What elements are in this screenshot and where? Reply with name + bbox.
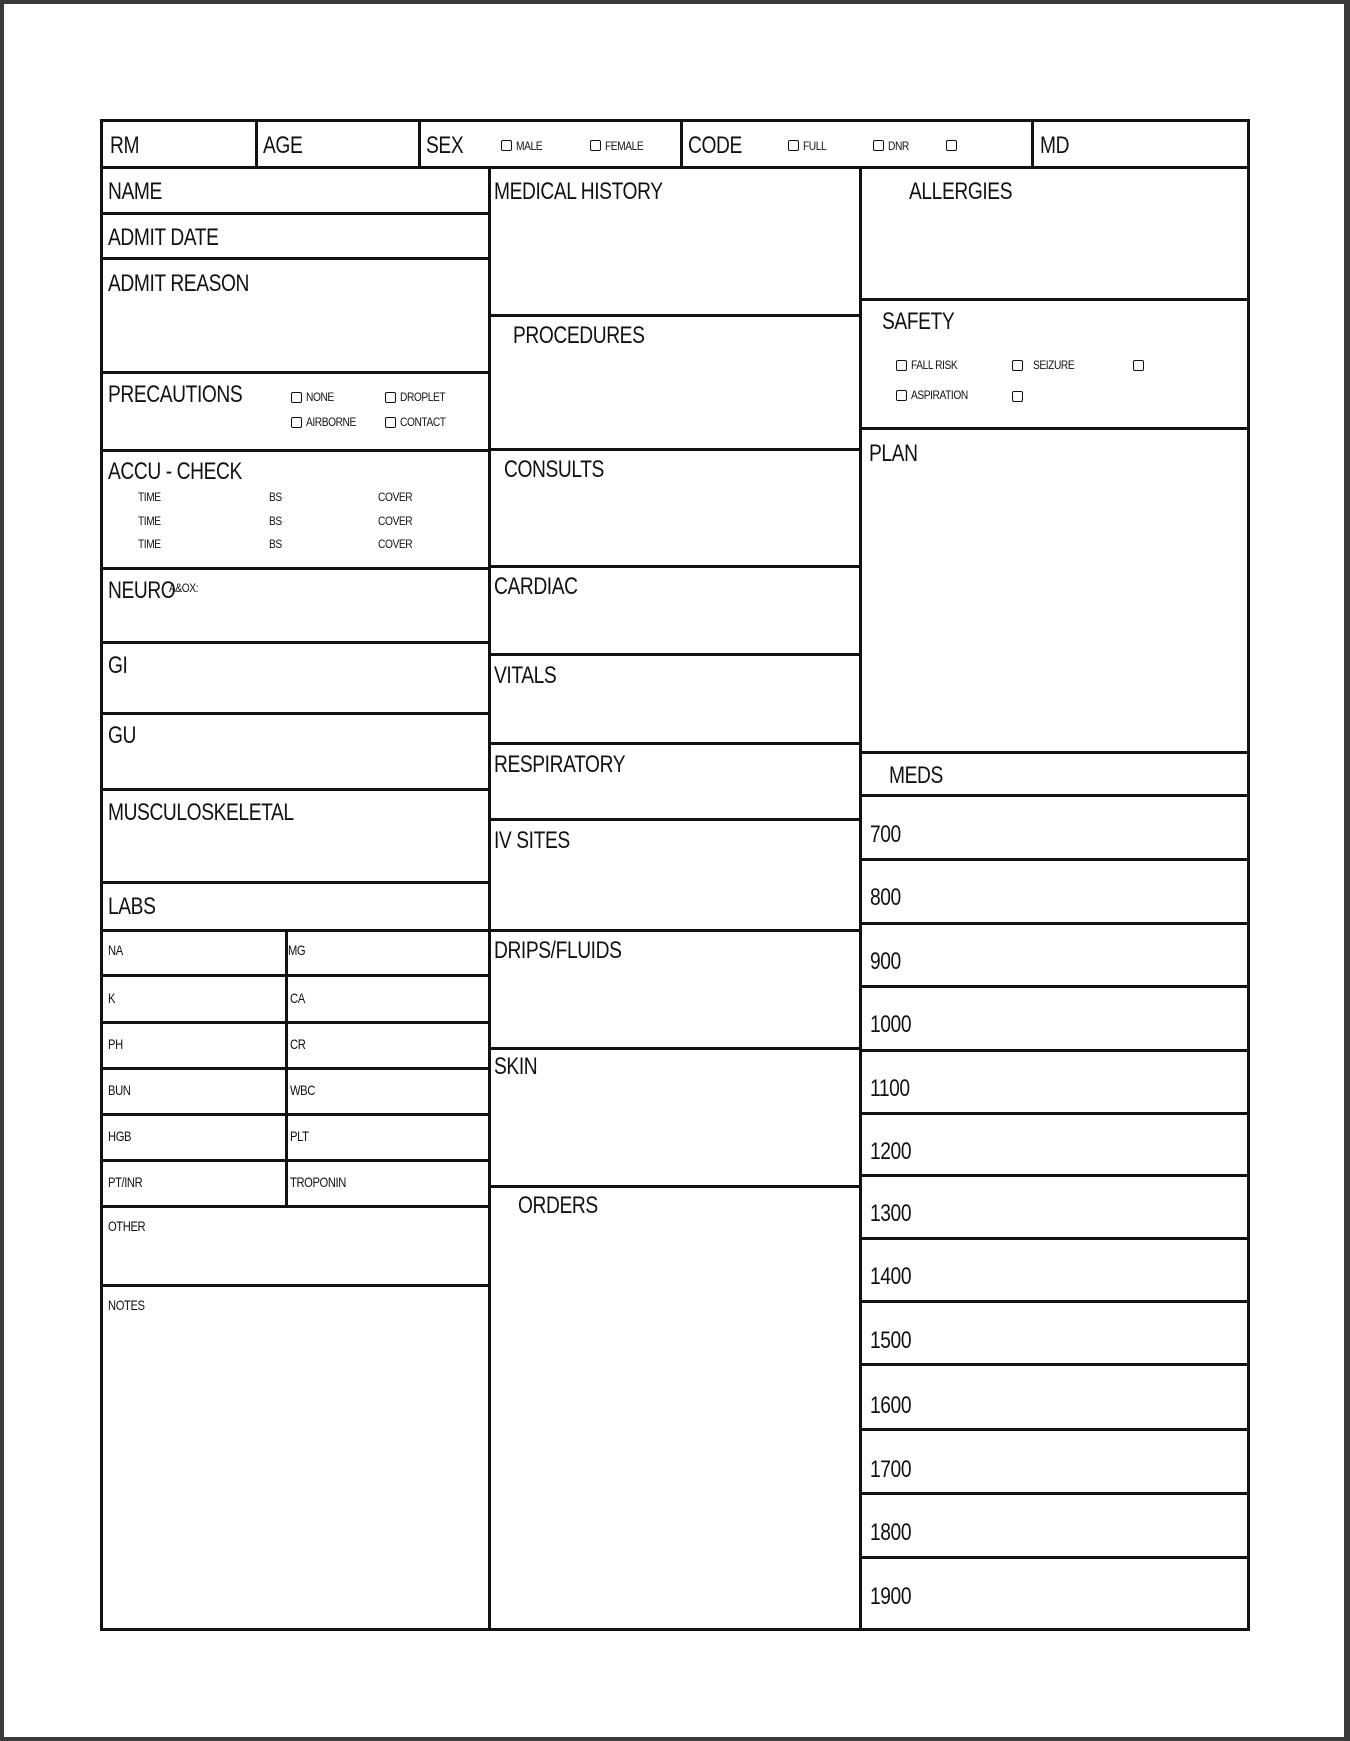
precautions-label: PRECAUTIONS xyxy=(108,381,243,408)
cardiac-label: CARDIAC xyxy=(494,573,578,600)
lab-ca-label: CA xyxy=(290,990,305,1006)
accu-check-label: ACCU - CHECK xyxy=(108,458,242,485)
lab-troponin-label: TROPONIN xyxy=(290,1174,346,1190)
meds-label: MEDS xyxy=(889,762,943,789)
med-time-800: 800 xyxy=(870,884,901,911)
accu-bs-label: BS xyxy=(269,537,282,551)
neuro-label: NEURO xyxy=(108,577,176,604)
lab-cr-label: CR xyxy=(290,1036,306,1052)
gu-label: GU xyxy=(108,722,136,749)
lab-mg-label: MG xyxy=(288,942,306,958)
rm-label: RM xyxy=(110,132,140,159)
medical-history-label: MEDICAL HISTORY xyxy=(494,178,663,205)
female-checkbox[interactable] xyxy=(590,140,601,151)
lab-plt-label: PLT xyxy=(290,1128,309,1144)
respiratory-label: RESPIRATORY xyxy=(494,751,626,778)
seizure-label: SEIZURE xyxy=(1033,358,1075,372)
aspiration-checkbox[interactable] xyxy=(896,390,907,401)
safety-other-checkbox[interactable] xyxy=(1133,360,1144,371)
accu-cover-label: COVER xyxy=(378,514,413,528)
skin-label: SKIN xyxy=(494,1053,538,1080)
accu-cover-label: COVER xyxy=(378,537,413,551)
med-time-1800: 1800 xyxy=(870,1519,912,1546)
lab-ph-label: PH xyxy=(108,1036,123,1052)
sex-label: SEX xyxy=(426,132,464,159)
accu-bs-label: BS xyxy=(269,514,282,528)
accu-time-label: TIME xyxy=(138,537,161,551)
code-label: CODE xyxy=(688,132,742,159)
med-time-1400: 1400 xyxy=(870,1263,912,1290)
other-code-checkbox[interactable] xyxy=(946,140,957,151)
lab-na-label: NA xyxy=(108,942,123,958)
labs-label: LABS xyxy=(108,893,156,920)
plan-label: PLAN xyxy=(869,440,918,467)
seizure-checkbox[interactable] xyxy=(1012,360,1023,371)
gi-label: GI xyxy=(108,652,128,679)
consults-label: CONSULTS xyxy=(504,456,604,483)
lab-hgb-label: HGB xyxy=(108,1128,132,1144)
safety-label: SAFETY xyxy=(882,308,955,335)
male-checkbox[interactable] xyxy=(501,140,512,151)
accu-cover-label: COVER xyxy=(378,490,413,504)
dnr-label: DNR xyxy=(888,139,909,153)
procedures-label: PROCEDURES xyxy=(513,322,645,349)
med-time-1300: 1300 xyxy=(870,1200,912,1227)
precaution-none-checkbox[interactable] xyxy=(291,392,302,403)
safety-other-checkbox-2[interactable] xyxy=(1012,391,1023,402)
other-label: OTHER xyxy=(108,1218,146,1234)
accu-time-label: TIME xyxy=(138,514,161,528)
notes-label: NOTES xyxy=(108,1297,145,1313)
female-label: FEMALE xyxy=(605,139,644,153)
neuro-aox-label: A&OX: xyxy=(169,581,199,595)
age-label: AGE xyxy=(263,132,303,159)
med-time-700: 700 xyxy=(870,821,901,848)
page xyxy=(4,4,1344,1737)
med-time-900: 900 xyxy=(870,948,901,975)
med-time-1000: 1000 xyxy=(870,1011,912,1038)
med-time-1500: 1500 xyxy=(870,1327,912,1354)
precaution-droplet-checkbox[interactable] xyxy=(385,392,396,403)
med-time-1600: 1600 xyxy=(870,1392,912,1419)
vitals-label: VITALS xyxy=(494,662,557,689)
accu-bs-label: BS xyxy=(269,490,282,504)
precaution-none-label: NONE xyxy=(306,390,334,404)
accu-time-label: TIME xyxy=(138,490,161,504)
musculoskeletal-label: MUSCULOSKELETAL xyxy=(108,799,294,826)
precaution-droplet-label: DROPLET xyxy=(400,390,446,404)
precaution-contact-checkbox[interactable] xyxy=(385,417,396,428)
aspiration-label: ASPIRATION xyxy=(911,388,968,402)
med-time-1200: 1200 xyxy=(870,1138,912,1165)
lab-wbc-label: WBC xyxy=(290,1082,315,1098)
name-label: NAME xyxy=(108,178,162,205)
precaution-airborne-checkbox[interactable] xyxy=(291,417,302,428)
med-time-1100: 1100 xyxy=(870,1075,910,1102)
full-code-checkbox[interactable] xyxy=(788,140,799,151)
drips-fluids-label: DRIPS/FLUIDS xyxy=(494,937,622,964)
full-code-label: FULL xyxy=(803,139,827,153)
iv-sites-label: IV SITES xyxy=(494,827,570,854)
md-label: MD xyxy=(1040,132,1070,159)
fall-risk-checkbox[interactable] xyxy=(896,360,907,371)
allergies-label: ALLERGIES xyxy=(909,178,1013,205)
admit-reason-label: ADMIT REASON xyxy=(108,270,249,297)
male-label: MALE xyxy=(516,139,543,153)
lab-bun-label: BUN xyxy=(108,1082,131,1098)
med-time-1700: 1700 xyxy=(870,1456,912,1483)
med-time-1900: 1900 xyxy=(870,1583,912,1610)
admit-date-label: ADMIT DATE xyxy=(108,224,219,251)
fall-risk-label: FALL RISK xyxy=(911,358,958,372)
precaution-airborne-label: AIRBORNE xyxy=(306,415,356,429)
lab-k-label: K xyxy=(108,990,116,1006)
precaution-contact-label: CONTACT xyxy=(400,415,446,429)
nursing-report-sheet xyxy=(100,119,1250,1631)
orders-label: ORDERS xyxy=(518,1192,598,1219)
dnr-checkbox[interactable] xyxy=(873,140,884,151)
lab-ptinr-label: PT/INR xyxy=(108,1174,143,1190)
